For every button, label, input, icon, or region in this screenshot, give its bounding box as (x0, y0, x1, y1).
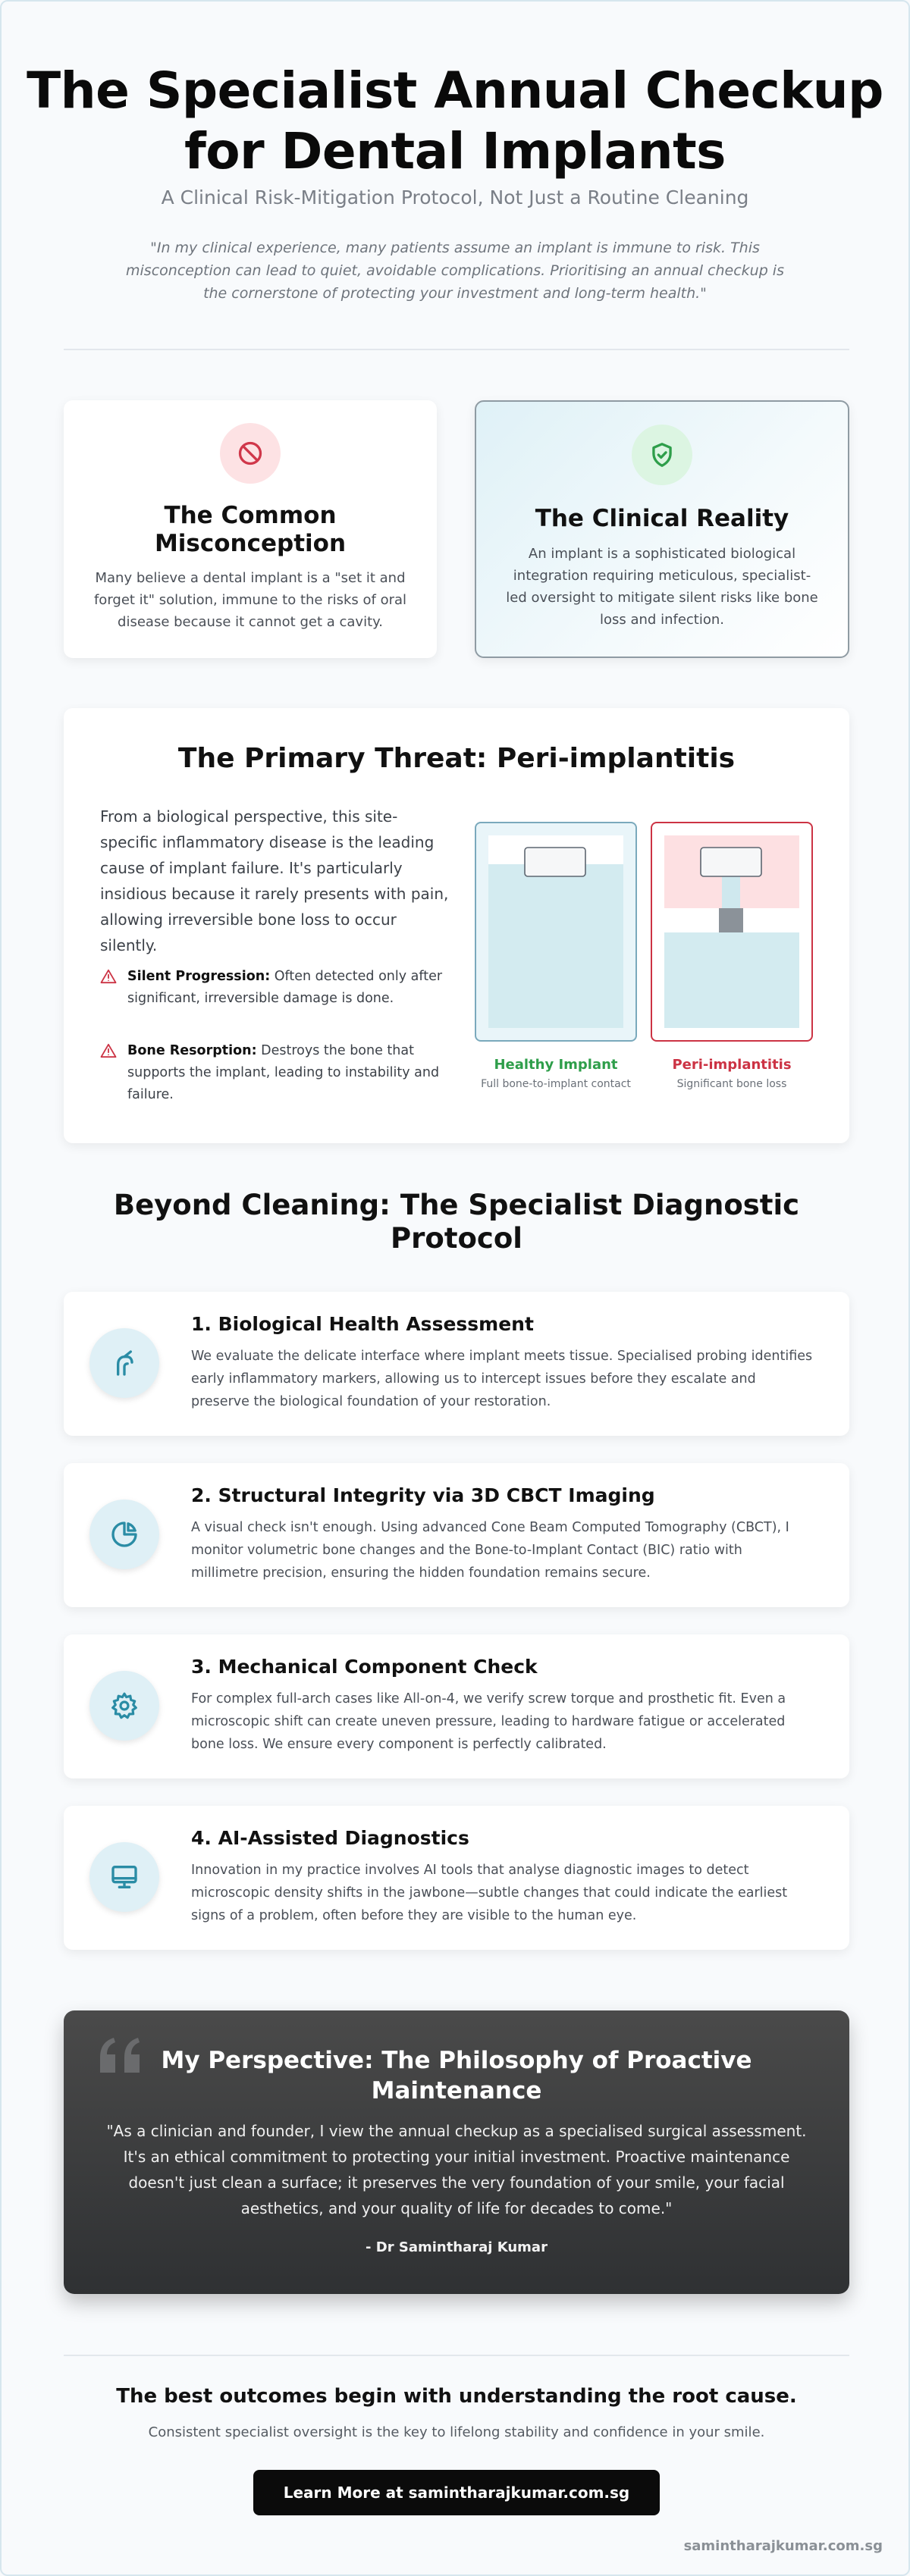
step-biological-assessment (64, 1292, 849, 1436)
pie-chart-icon (89, 1500, 159, 1569)
step-title: 2. Structural Integrity via 3D CBCT Imaging (191, 1484, 655, 1506)
quote-mark-icon (97, 2036, 144, 2076)
bullet-text: Often detected only after significant, irreversible damage is done. (127, 969, 443, 1006)
peri-implantitis-label: Peri-implantitis (672, 1057, 792, 1073)
shield-check-icon (632, 425, 692, 485)
warning-icon (100, 1043, 117, 1058)
threat-section (64, 708, 849, 1143)
step-ai-diagnostics (64, 1806, 849, 1950)
bullet-text: Destroys the bone that supports the implant, leading to instability and failure. (127, 1043, 440, 1102)
footer-heading: The best outcomes begin with understanding the root cause. (116, 2385, 797, 2408)
reality-card (475, 400, 849, 658)
step-text: We evaluate the delicate interface where implant meets tissue. Specialised probing identifies early inflammatory markers, allowing us to intercept issues before they escalate and preserve the biological foundation of your restoration. (191, 1349, 813, 1409)
divider (64, 2355, 849, 2356)
step-title: 4. AI-Assisted Diagnostics (191, 1827, 469, 1849)
step-mechanical-check (64, 1634, 849, 1778)
monitor-icon (89, 1842, 159, 1912)
bullet-silent-progression (100, 966, 449, 1010)
bullet-label: Silent Progression: (127, 969, 271, 984)
tooth-probe-icon (89, 1328, 159, 1398)
perspective-text: "As a clinician and founder, I view the annual checkup as a specialised surgical assessment. It's an ethical commitment to protecting your initial investment. Proactive maintenance doesn't just clean a surface; it preserves the very foundation of your smile, your facial aesthetics, and your quality of life for decades to come." (106, 2122, 807, 2217)
perspective-panel (64, 2010, 849, 2294)
step-text: For complex full-arch cases like All-on-4, we verify screw torque and prosthetic fit. Even a microscopic shift can create uneven pressure, leading to hardware fatigue or accelerated bone loss. We ensure every component is perfectly calibrated. (191, 1691, 786, 1752)
learn-more-button[interactable]: Learn More at samintharajkumar.com.sg (253, 2470, 660, 2515)
threat-title: The Primary Threat: Peri-implantitis (177, 743, 736, 774)
step-title: 1. Biological Health Assessment (191, 1313, 534, 1335)
threat-text: From a biological perspective, this site-specific inflammatory disease is the leading cause of implant failure. It's particularly insidious because it rarely presents with pain, allowing irreversible bone loss to occur silently. (100, 807, 449, 954)
bullet-label: Bone Resorption: (127, 1043, 257, 1058)
perspective-signature: - Dr Samintharaj Kumar (366, 2239, 548, 2255)
site-watermark: samintharajkumar.com.sg (683, 2538, 883, 2554)
divider (64, 349, 849, 350)
protocol-title: Beyond Cleaning: The Specialist Diagnostic Protocol (113, 1189, 800, 1255)
page-title: The Specialist Annual Checkup for Dental Implants (27, 61, 883, 180)
step-title: 3. Mechanical Component Check (191, 1656, 538, 1678)
misconception-text: Many believe a dental implant is a "set it and forget it" solution, immune to the risks of oral disease because it cannot get a cavity. (93, 570, 407, 630)
bullet-bone-resorption (100, 1040, 449, 1106)
healthy-implant-caption: Full bone-to-implant contact (481, 1078, 631, 1090)
footer-text: Consistent specialist oversight is the key to lifelong stability and confidence in your smile. (148, 2424, 765, 2440)
step-cbct-imaging (64, 1463, 849, 1607)
perspective-title: My Perspective: The Philosophy of Proactive Maintenance (161, 2047, 752, 2104)
misconception-title: The Common Misconception (154, 502, 347, 557)
prohibited-icon (220, 423, 281, 484)
step-text: A visual check isn't enough. Using advanced Cone Beam Computed Tomography (CBCT), I monitor volumetric bone changes and the Bone-to-Implant Contact (BIC) ratio with millimetre precision, ensuring the hidden foundation remains secure. (191, 1520, 789, 1581)
misconception-card (64, 400, 437, 658)
healthy-implant-illustration (475, 822, 637, 1042)
peri-implantitis-illustration (651, 822, 813, 1042)
gear-icon (89, 1671, 159, 1741)
warning-icon (100, 969, 117, 984)
intro-quote: "In my clinical experience, many patients assume an implant is immune to risk. This misconception can lead to quiet, avoidable complications. Prioritising an annual checkup is the cornerstone of protecting your investment and long-term health." (126, 240, 784, 302)
peri-implantitis-caption: Significant bone loss (676, 1078, 787, 1090)
page-subtitle: A Clinical Risk-Mitigation Protocol, Not Just a Routine Cleaning (161, 186, 749, 208)
reality-text: An implant is a sophisticated biological integration requiring meticulous, specialist-led oversight to mitigate silent risks like bone loss and infection. (506, 546, 818, 628)
reality-title: The Clinical Reality (535, 505, 789, 532)
step-text: Innovation in my practice involves AI tools that analyse diagnostic images to detect microscopic density shifts in the jawbone—subtle changes that could indicate the earliest signs of a problem, often before they are visible to the human eye. (191, 1863, 788, 1923)
healthy-implant-label: Healthy Implant (494, 1057, 618, 1073)
